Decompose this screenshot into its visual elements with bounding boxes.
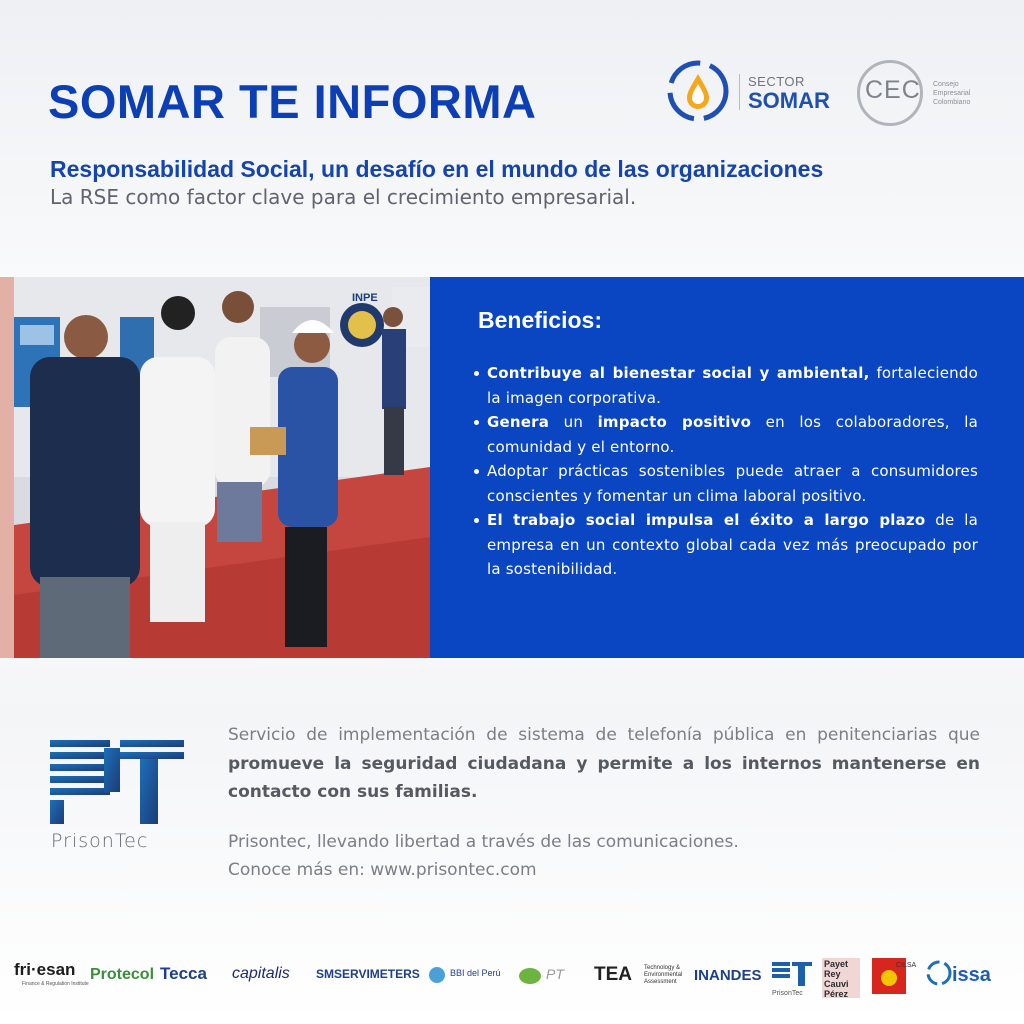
somar-sector-label: SECTOR	[748, 74, 805, 89]
benefit-text: un	[549, 413, 598, 431]
partner-capitalis: capitalis	[232, 965, 290, 982]
partner-servimeters: SMSERVIMETERS	[316, 967, 420, 981]
sector-somar-logo-icon	[665, 58, 731, 124]
header-logos	[665, 58, 995, 130]
benefit-item	[474, 508, 978, 582]
benefit-bold-text: impacto positivo	[597, 413, 752, 431]
headline-title: Responsabilidad Social, un desafío en el mundo de las organizaciones	[50, 156, 824, 182]
partner-payet: Payet Rey Cauvi Pérez	[822, 958, 860, 998]
company-tagline: Prisontec, llevando libertad a través de las comunicaciones.	[228, 832, 739, 852]
partner-tecca: Tecca	[160, 964, 207, 983]
benefit-text: de la empresa en un contexto global cada vez más preocupado por la sostenibilidad.	[487, 511, 978, 578]
partner-inandes: INANDES	[694, 967, 762, 984]
partner-friesan: fri·esan	[14, 960, 76, 979]
benefit-bold-text: Contribuye al bienestar social y ambiental,	[487, 364, 870, 382]
prisontec-name: PrisonTec	[51, 830, 149, 852]
logo-divider	[739, 74, 740, 110]
benefits-list	[474, 361, 978, 582]
cec-logo-text: CEC	[865, 76, 921, 104]
benefit-bold-text: Genera	[487, 413, 550, 431]
partner-prisontec-small: PrisonTec	[772, 990, 803, 997]
page-title: SOMAR TE INFORMA	[48, 75, 537, 128]
partner-friesan-sub: Finance & Regulation Institute	[22, 981, 89, 987]
bbi-logo-icon	[428, 966, 446, 984]
benefits-panel	[430, 277, 1024, 658]
benefit-bold-text: El trabajo social impulsa el éxito a largo plazo	[487, 511, 926, 529]
pt-leaf-icon	[518, 966, 542, 986]
inmates-phone-photo	[0, 277, 430, 658]
benefit-item	[474, 410, 978, 459]
partner-bbi: BBI del Perú	[450, 968, 501, 978]
partner-protecol: Protecol	[90, 966, 155, 983]
service-plain-text: Servicio de implementación de sistema de telefonía pública en penitenciarias que	[228, 725, 980, 745]
issa-swirl-icon	[926, 960, 952, 986]
photo-sign-text: INPE	[352, 292, 378, 304]
service-description	[228, 721, 980, 807]
partner-logos-row	[0, 948, 1024, 1008]
partner-tea-sub: Technology & Environmental Assessment	[644, 965, 683, 985]
website-link[interactable]: Conoce más en: www.prisontec.com	[228, 860, 537, 880]
partner-issa: issa	[952, 964, 991, 986]
service-bold-text: promueve la seguridad ciudadana y permite a los internos mantenerse en contacto con sus familias.	[228, 753, 980, 802]
partner-pt: PT	[546, 966, 564, 982]
benefit-item	[474, 361, 978, 410]
benefits-title: Beneficios:	[478, 307, 602, 333]
partner-tea: TEA	[594, 964, 632, 985]
benefit-text: en los colaboradores, la comunidad y el entorno.	[487, 413, 978, 456]
headline-subtitle: La RSE como factor clave para el crecimiento empresarial.	[50, 185, 637, 209]
benefit-text: Adoptar prácticas sostenibles puede atraer a consumidores conscientes y fomentar un clima laboral positivo.	[487, 462, 978, 505]
cec-caption: Consejo Empresarial Colombiano	[933, 81, 971, 106]
partner-cilsa: CILSA	[896, 962, 917, 969]
somar-name-label: SOMAR	[748, 88, 830, 113]
benefit-text: fortaleciendo la imagen corporativa.	[487, 364, 978, 407]
prisontec-small-logo-icon	[772, 962, 812, 986]
benefit-item	[474, 459, 978, 508]
